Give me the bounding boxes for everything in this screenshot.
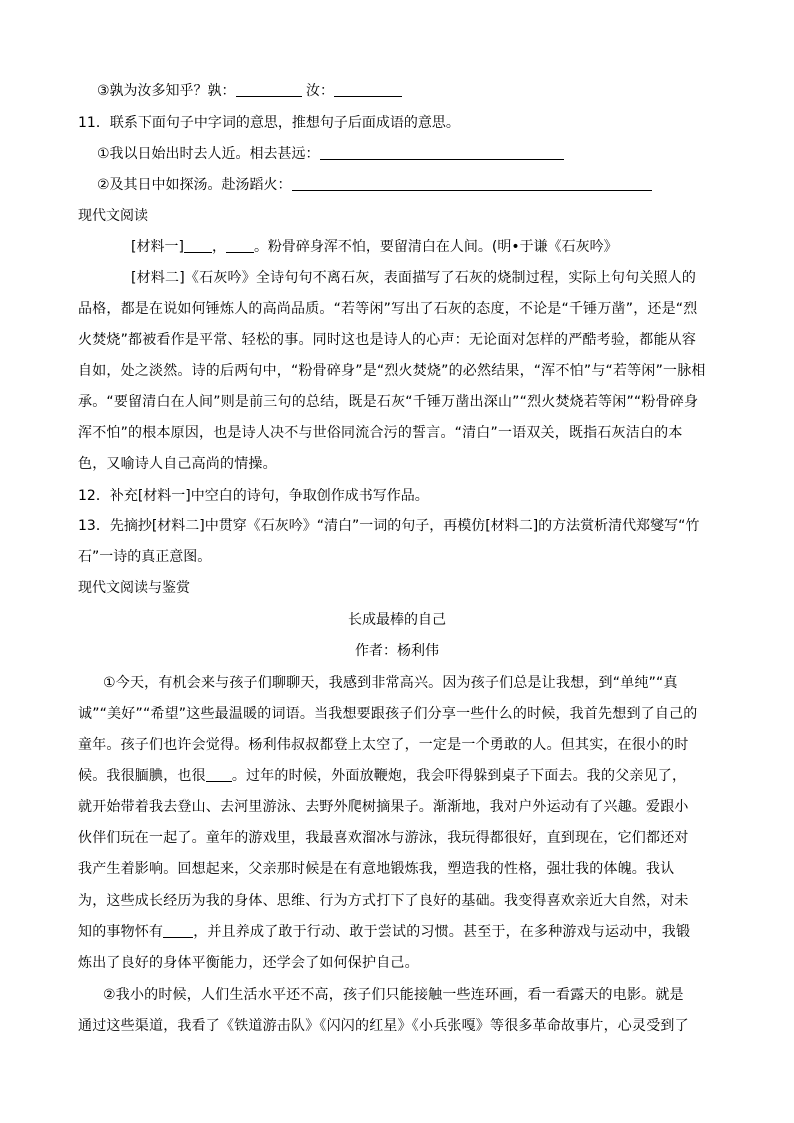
answer-blank[interactable] <box>292 176 652 191</box>
q11-item1-text: ①我以日始出时去人近。相去甚远： <box>97 146 320 162</box>
q13-line: 石”一诗的真正意图。 <box>78 549 212 565</box>
article-p2-line: 通过这些渠道，我看了《铁道游击队》《闪闪的红星》《小兵张嘎》等很多革命故事片，心灵受到了 <box>78 1018 689 1034</box>
article-p1-line: 伙伴们玩在一起了。童年的游戏里，我最喜欢溜冰与游泳，我玩得都很好，直到现在，它们都还对 <box>78 830 689 846</box>
answer-blank[interactable] <box>334 82 402 97</box>
q10-item3 <box>97 81 402 101</box>
q12: 12．补充[材料一]中空白的诗句，争取创作成书写作品。 <box>78 488 429 504</box>
article-p1-text: ，并且养成了敢于行动、敢于尝试的习惯。甚至于，在多种游戏与运动中，我锻 <box>193 924 691 940</box>
material2-line: 品格，都是在说如何锤炼人的高尚品质。“若等闲”写出了石灰的态度，不论是“千锤万凿”，还是“烈 <box>78 301 698 317</box>
article-p1-line: 为，这些成长经历为我的身体、思维、行为方式打下了良好的基础。我变得喜欢亲近大自然，对未 <box>78 893 689 909</box>
answer-blank[interactable] <box>184 238 212 253</box>
material2-line: [材料二]《石灰吟》全诗句句不离石灰，表面描写了石灰的烧制过程，实际上句句关照人的 <box>131 270 697 286</box>
q11-stem: 11．联系下面句子中字词的意思，推想句子后面成语的意思。 <box>78 115 460 131</box>
material1-prefix: [材料一] <box>131 239 184 255</box>
q10-item3-mid: 汝： <box>301 83 335 99</box>
answer-blank[interactable] <box>236 82 302 97</box>
answer-blank[interactable] <box>226 238 254 253</box>
q10-item3-prefix: ③孰为汝多知乎？孰： <box>97 83 236 99</box>
section-heading: 现代文阅读与鉴赏 <box>78 580 190 596</box>
material2-line: 浑不怕”的根本原因，也是诗人决不与世俗同流合污的誓言。“清白”一语双关，既指石灰洁白的本 <box>78 425 683 441</box>
q11-item1 <box>97 144 564 164</box>
article-p1-line: 炼出了良好的身体平衡能力，还学会了如何保护自己。 <box>78 955 419 971</box>
article-p1-line <box>78 922 690 942</box>
answer-blank[interactable] <box>206 767 232 782</box>
article-p1-line: 我产生着影响。回想起来，父亲那时候是在有意地锻炼我，塑造我的性格，强壮我的体魄。我认 <box>78 861 675 877</box>
answer-blank[interactable] <box>163 923 193 938</box>
article-p1-line <box>78 766 686 786</box>
q11-item2 <box>97 175 652 195</box>
answer-blank[interactable] <box>320 145 564 160</box>
article-p1-line: 童年。孩子们也许会觉得。杨利伟叔叔都登上太空了，一定是一个勇敢的人。但其实，在很小的时 <box>78 737 689 753</box>
material2-line: 自如，处之淡然。诗的后两句中，“粉骨碎身”是“烈火焚烧”的必然结果，“浑不怕”与“若等闲”一脉相 <box>78 363 706 379</box>
q11-item2-text: ②及其日中如探汤。赴汤蹈火： <box>97 177 292 193</box>
article-p1-text: 候。我很腼腆，也很 <box>78 768 206 784</box>
section-heading: 现代文阅读 <box>78 208 148 224</box>
material2-line: 火焚烧”都被看作是平常、轻松的事。同时这也是诗人的心声：无论面对怎样的严酷考验，都能从容 <box>78 332 697 348</box>
material2-line: 色，又喻诗人自己高尚的情操。 <box>78 456 277 472</box>
article-author: 作者：杨利伟 <box>355 643 439 659</box>
article-p1-text: 。过年的时候，外面放鞭炮，我会吓得躲到桌子下面去。我的父亲见了， <box>231 768 687 784</box>
material1-suffix: 。粉骨碎身浑不怕，要留清白在人间。(明•于谦《石灰吟》 <box>253 239 618 255</box>
article-title: 长成最棒的自己 <box>348 612 446 628</box>
material2-line: 承。“要留清白在人间”则是前三句的总结，既是石灰“千锤万凿出深山”“烈火焚烧若等闲”“粉骨碎身 <box>78 394 699 410</box>
material1-sep: ， <box>211 239 226 255</box>
article-p2-line: ②我小的时候，人们生活水平还不高，孩子们只能接触一些连环画，看一看露天的电影。就是 <box>103 987 684 1003</box>
material1 <box>131 237 618 257</box>
article-p1-line: 就开始带着我去登山、去河里游泳、去野外爬树摘果子。渐渐地，我对户外运动有了兴趣。爱跟小 <box>78 799 689 815</box>
article-p1-text: 知的事物怀有 <box>78 924 164 940</box>
q13-line: 13．先摘抄[材料二]中贯穿《石灰吟》“清白”一词的句子，再模仿[材料二]的方法赏析清代郑燮写“竹 <box>78 518 700 534</box>
article-p1-line: 诚”“美好”“希望”这些最温暖的词语。当我想要跟孩子们分享一些什么的时候，我首先想到了自己的 <box>78 706 698 722</box>
article-p1-line: ①今天，有机会来与孩子们聊聊天，我感到非常高兴。因为孩子们总是让我想，到“单纯”“真 <box>103 675 678 691</box>
